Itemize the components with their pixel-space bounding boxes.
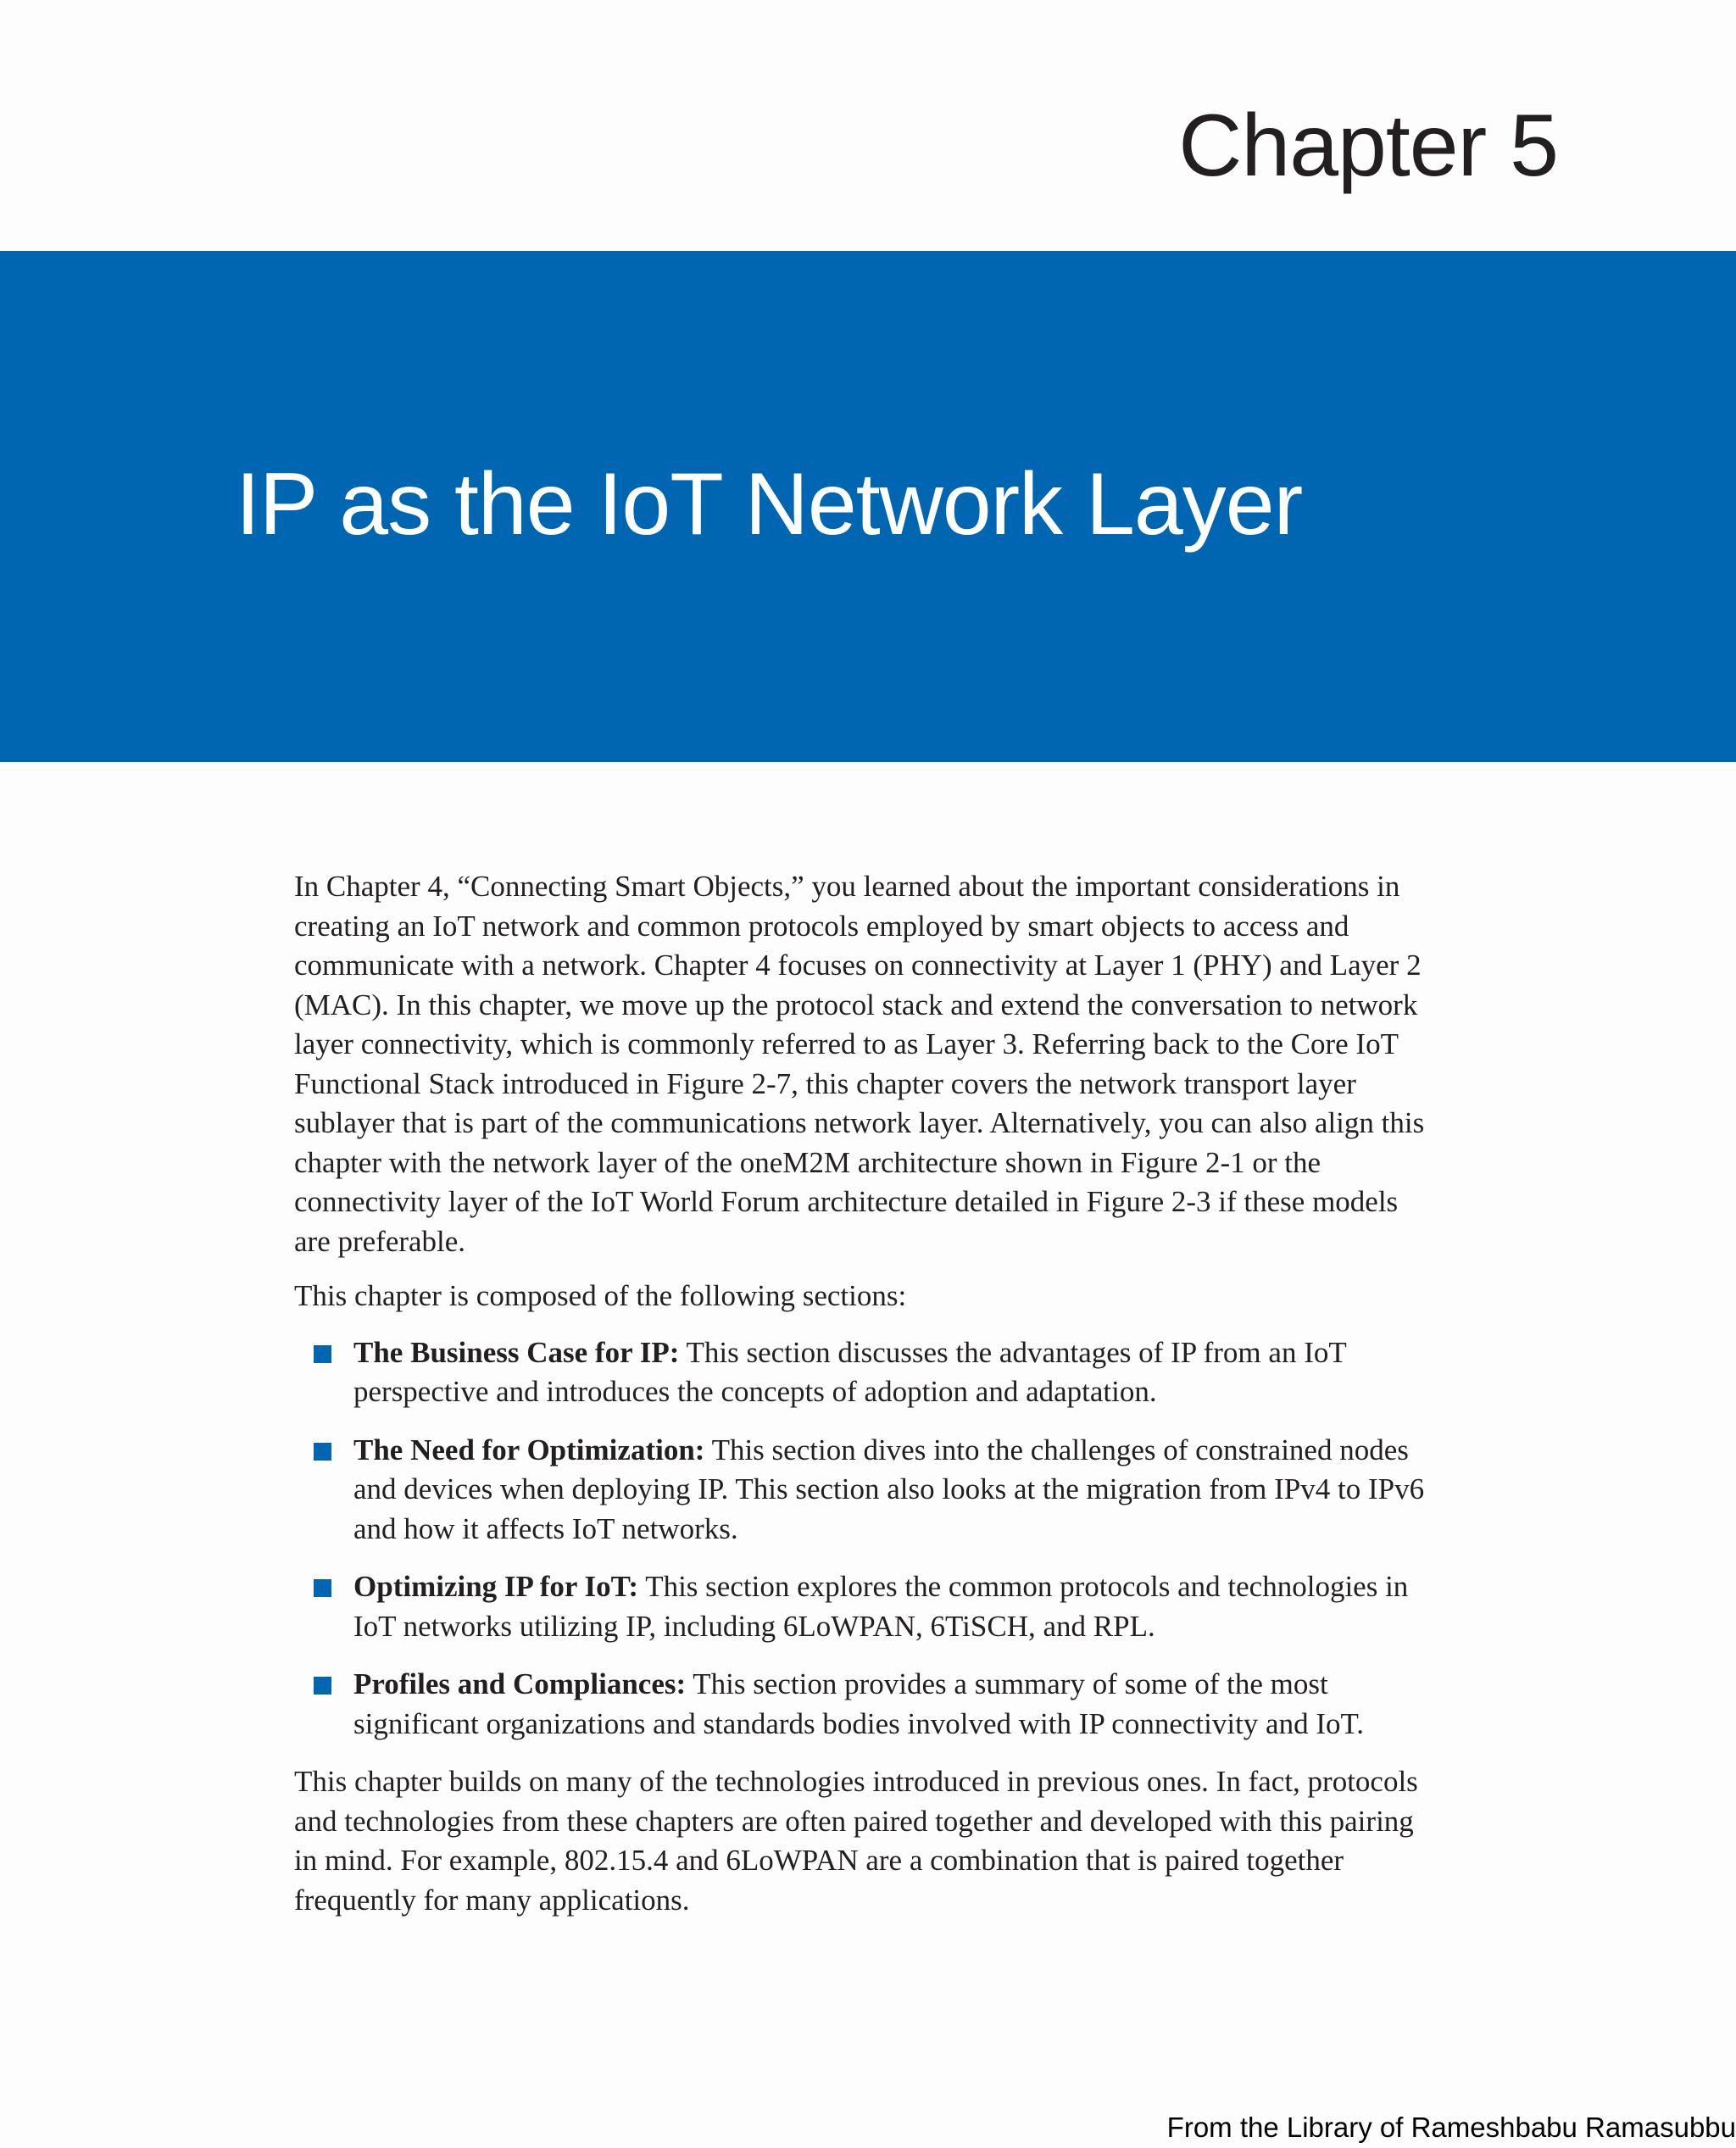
sections-lead-paragraph: This chapter is composed of the following sections: [294, 1279, 907, 1312]
section-description: This section explores the common protocols and technologies in IoT networks utilizing IP, including 6LoWPAN, 6TiSCH, and RPL. [353, 1570, 1409, 1643]
list-item [294, 1431, 1440, 1550]
square-bullet-icon [314, 1579, 331, 1597]
square-bullet-icon [314, 1677, 331, 1694]
list-item [294, 1665, 1440, 1744]
section-description: This section dives into the challenges of constrained nodes and devices when deploying IP. This section also looks at the migration from IPv4 to IPv6 and how it affects IoT networks. [353, 1433, 1425, 1545]
square-bullet-icon [314, 1345, 331, 1363]
section-description: This section provides a summary of some of the most significant organizations and standards bodies involved with IP connectivity and IoT. [353, 1667, 1365, 1740]
sections-list [294, 1333, 1440, 1745]
chapter-title-band [0, 251, 1736, 762]
library-watermark: From the Library of Rameshbabu Ramasubbu [1166, 2112, 1736, 2144]
section-term: Optimizing IP for IoT: [353, 1570, 639, 1603]
section-term: Profiles and Compliances: [353, 1667, 687, 1700]
intro-paragraph: In Chapter 4, “Connecting Smart Objects,” you learned about the important considerations in creating an IoT network and common protocols employed by smart objects to access and communicate with a network. Chapter 4 focuses on connectivity at Layer 1 (PHY) and Layer 2 (MAC). In this chapter, we move up the protocol stack and extend the conversation to network layer connectivity, which is commonly referred to as Layer 3. Referring back to the Core IoT Functional Stack introduced in Figure 2-7, this chapter covers the network transport layer sublayer that is part of the communications network layer. Alternatively, you can also align this chapter with the network layer of the oneM2M architecture shown in Figure 2-1 or the connectivity layer of the IoT World Forum architecture detailed in Figure 2-3 if these models are preferable. [294, 870, 1425, 1258]
chapter-number: Chapter 5 [1178, 97, 1558, 195]
list-item [294, 1333, 1440, 1412]
section-description: This section discusses the advantages of IP from an IoT perspective and introduces the concepts of adoption and adaptation. [353, 1335, 1347, 1408]
section-term: The Need for Optimization: [353, 1433, 705, 1466]
chapter-intro-content [294, 867, 1440, 1920]
section-term: The Business Case for IP: [353, 1335, 680, 1369]
closing-paragraph: This chapter builds on many of the technologies introduced in previous ones. In fact, protocols and technologies from these chapters are often paired together and developed with this pairing in mind. For example, 802.15.4 and 6LoWPAN are a combination that is paired together frequently for many applications. [294, 1765, 1418, 1917]
chapter-title: IP as the IoT Network Layer [236, 455, 1303, 554]
list-item [294, 1567, 1440, 1646]
square-bullet-icon [314, 1443, 331, 1461]
